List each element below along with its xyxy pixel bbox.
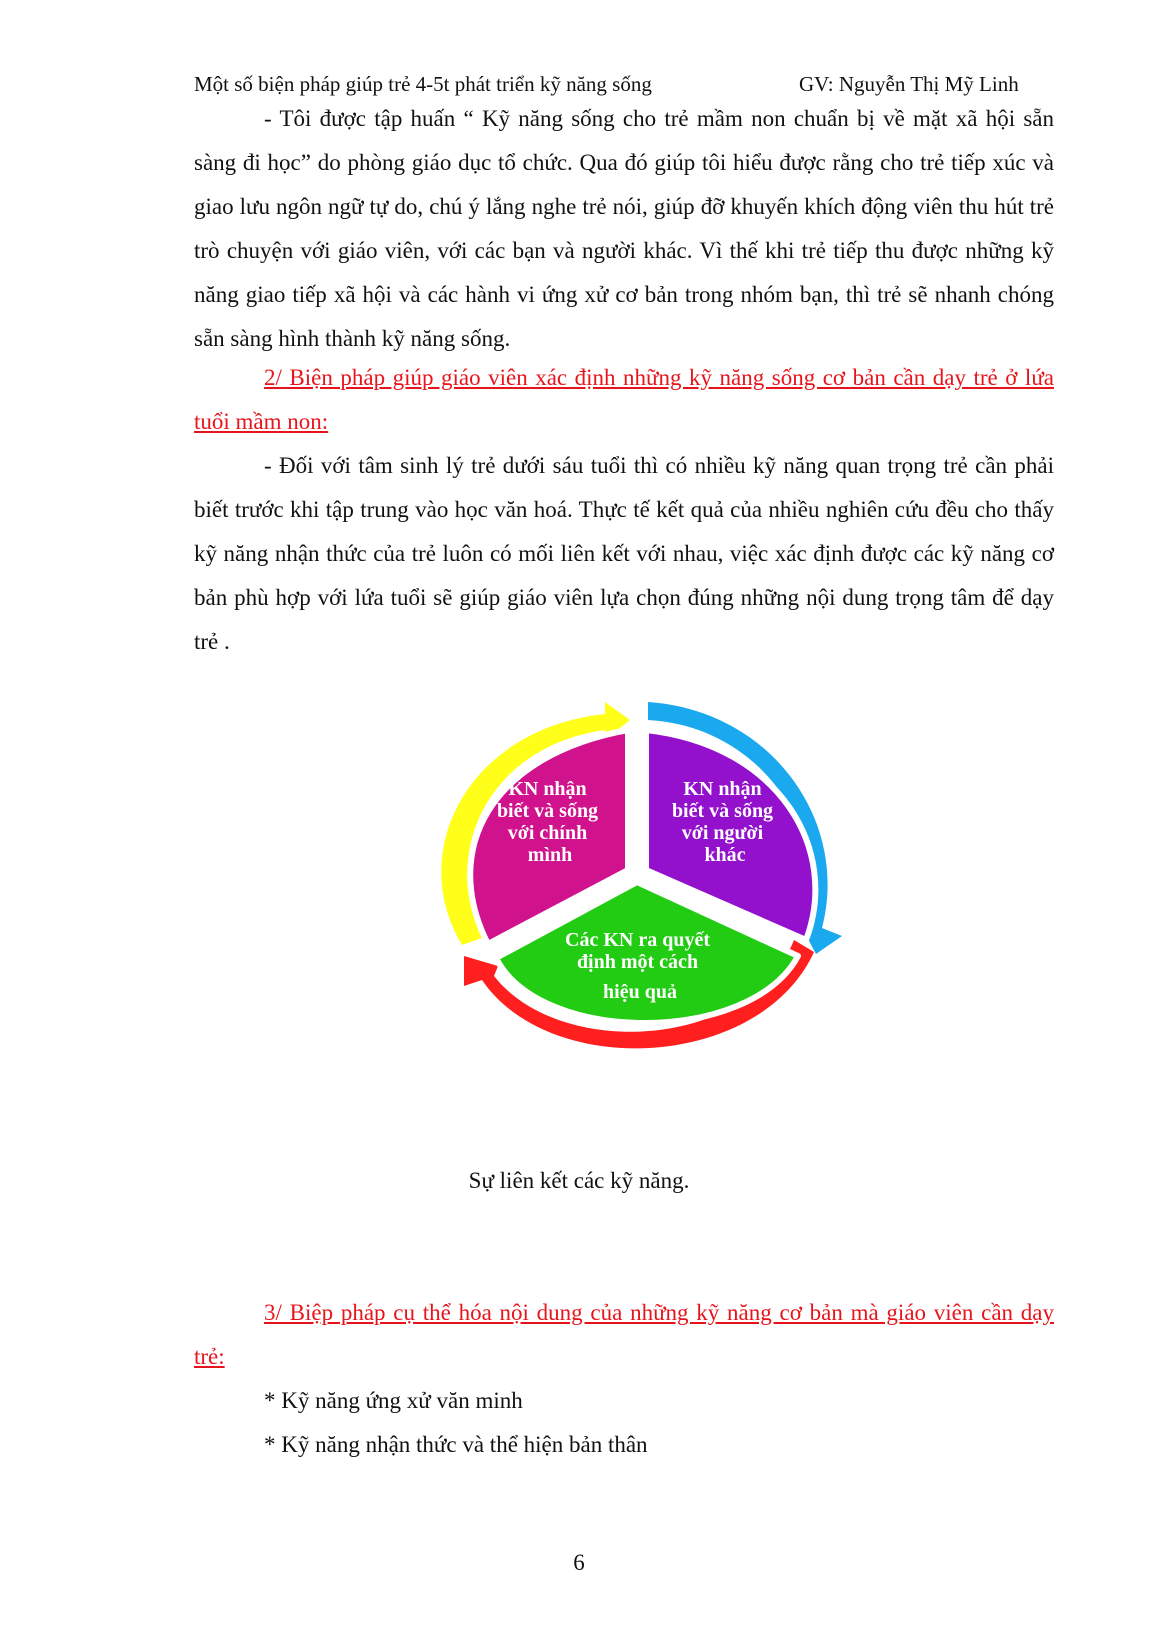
segment-self-label: KN nhận biết và sống với chính mình bbox=[496, 778, 599, 866]
page-number: 6 bbox=[573, 1550, 585, 1575]
skills-list bbox=[264, 1379, 648, 1467]
section-heading-3: 3/ Biệp pháp cụ thể hóa nội dung của những kỹ năng cơ bản mà giáo viên cần dạy trẻ: bbox=[194, 1300, 1054, 1369]
section-heading-2: 2/ Biện pháp giúp giáo viên xác định những kỹ năng sống cơ bản cần dạy trẻ ở lứa tuổi mầm non: bbox=[194, 365, 1054, 434]
header-author: GV: Nguyễn Thị Mỹ Linh bbox=[799, 72, 1019, 96]
page-header bbox=[194, 72, 1054, 97]
paragraph-training: - Tôi được tập huấn “ Kỹ năng sống cho trẻ mầm non chuẩn bị về mặt xã hội sẵn sàng đi học” do phòng giáo dục tổ chức. Qua đó giúp tôi hiểu được rằng cho trẻ tiếp xúc và giao lưu ngôn ngữ tự do, chú ý lắng nghe trẻ nói, giúp đỡ khuyến khích động viên thu hút trẻ trò chuyện với giáo viên, với các bạn và người khác. Vì thế khi trẻ tiếp thu được những kỹ năng giao tiếp xã hội và các hành vi ứng xử cơ bản trong nhóm bạn, thì trẻ sẽ nhanh chóng sẵn sàng hình thành kỹ năng sống. bbox=[194, 106, 1054, 351]
diagram-caption: Sự liên kết các kỹ năng. bbox=[468, 1168, 690, 1193]
list-item: * Kỹ năng ứng xử văn minh bbox=[264, 1388, 523, 1413]
header-document-title: Một số biện pháp giúp trẻ 4-5t phát triển kỹ năng sống bbox=[194, 72, 652, 96]
skills-cycle-diagram bbox=[430, 700, 900, 1100]
list-item: * Kỹ năng nhận thức và thể hiện bản thân bbox=[264, 1432, 648, 1457]
segment-decision-label: Các KN ra quyết định một cách hiệu quả bbox=[565, 929, 710, 1003]
segment-others-label: KN nhận biết và sống với người khác bbox=[671, 778, 774, 866]
paragraph-skills: - Đối với tâm sinh lý trẻ dưới sáu tuổi thì có nhiều kỹ năng quan trọng trẻ cần phải biết trước khi tập trung vào học văn hoá. Thực tế kết quả của nhiều nghiên cứu đều cho thấy kỹ năng nhận thức của trẻ luôn có mối liên kết với nhau, việc xác định được các kỹ năng cơ bản phù hợp với lứa tuổi sẽ giúp giáo viên lựa chọn đúng những nội dung trọng tâm để dạy trẻ . bbox=[194, 453, 1054, 654]
